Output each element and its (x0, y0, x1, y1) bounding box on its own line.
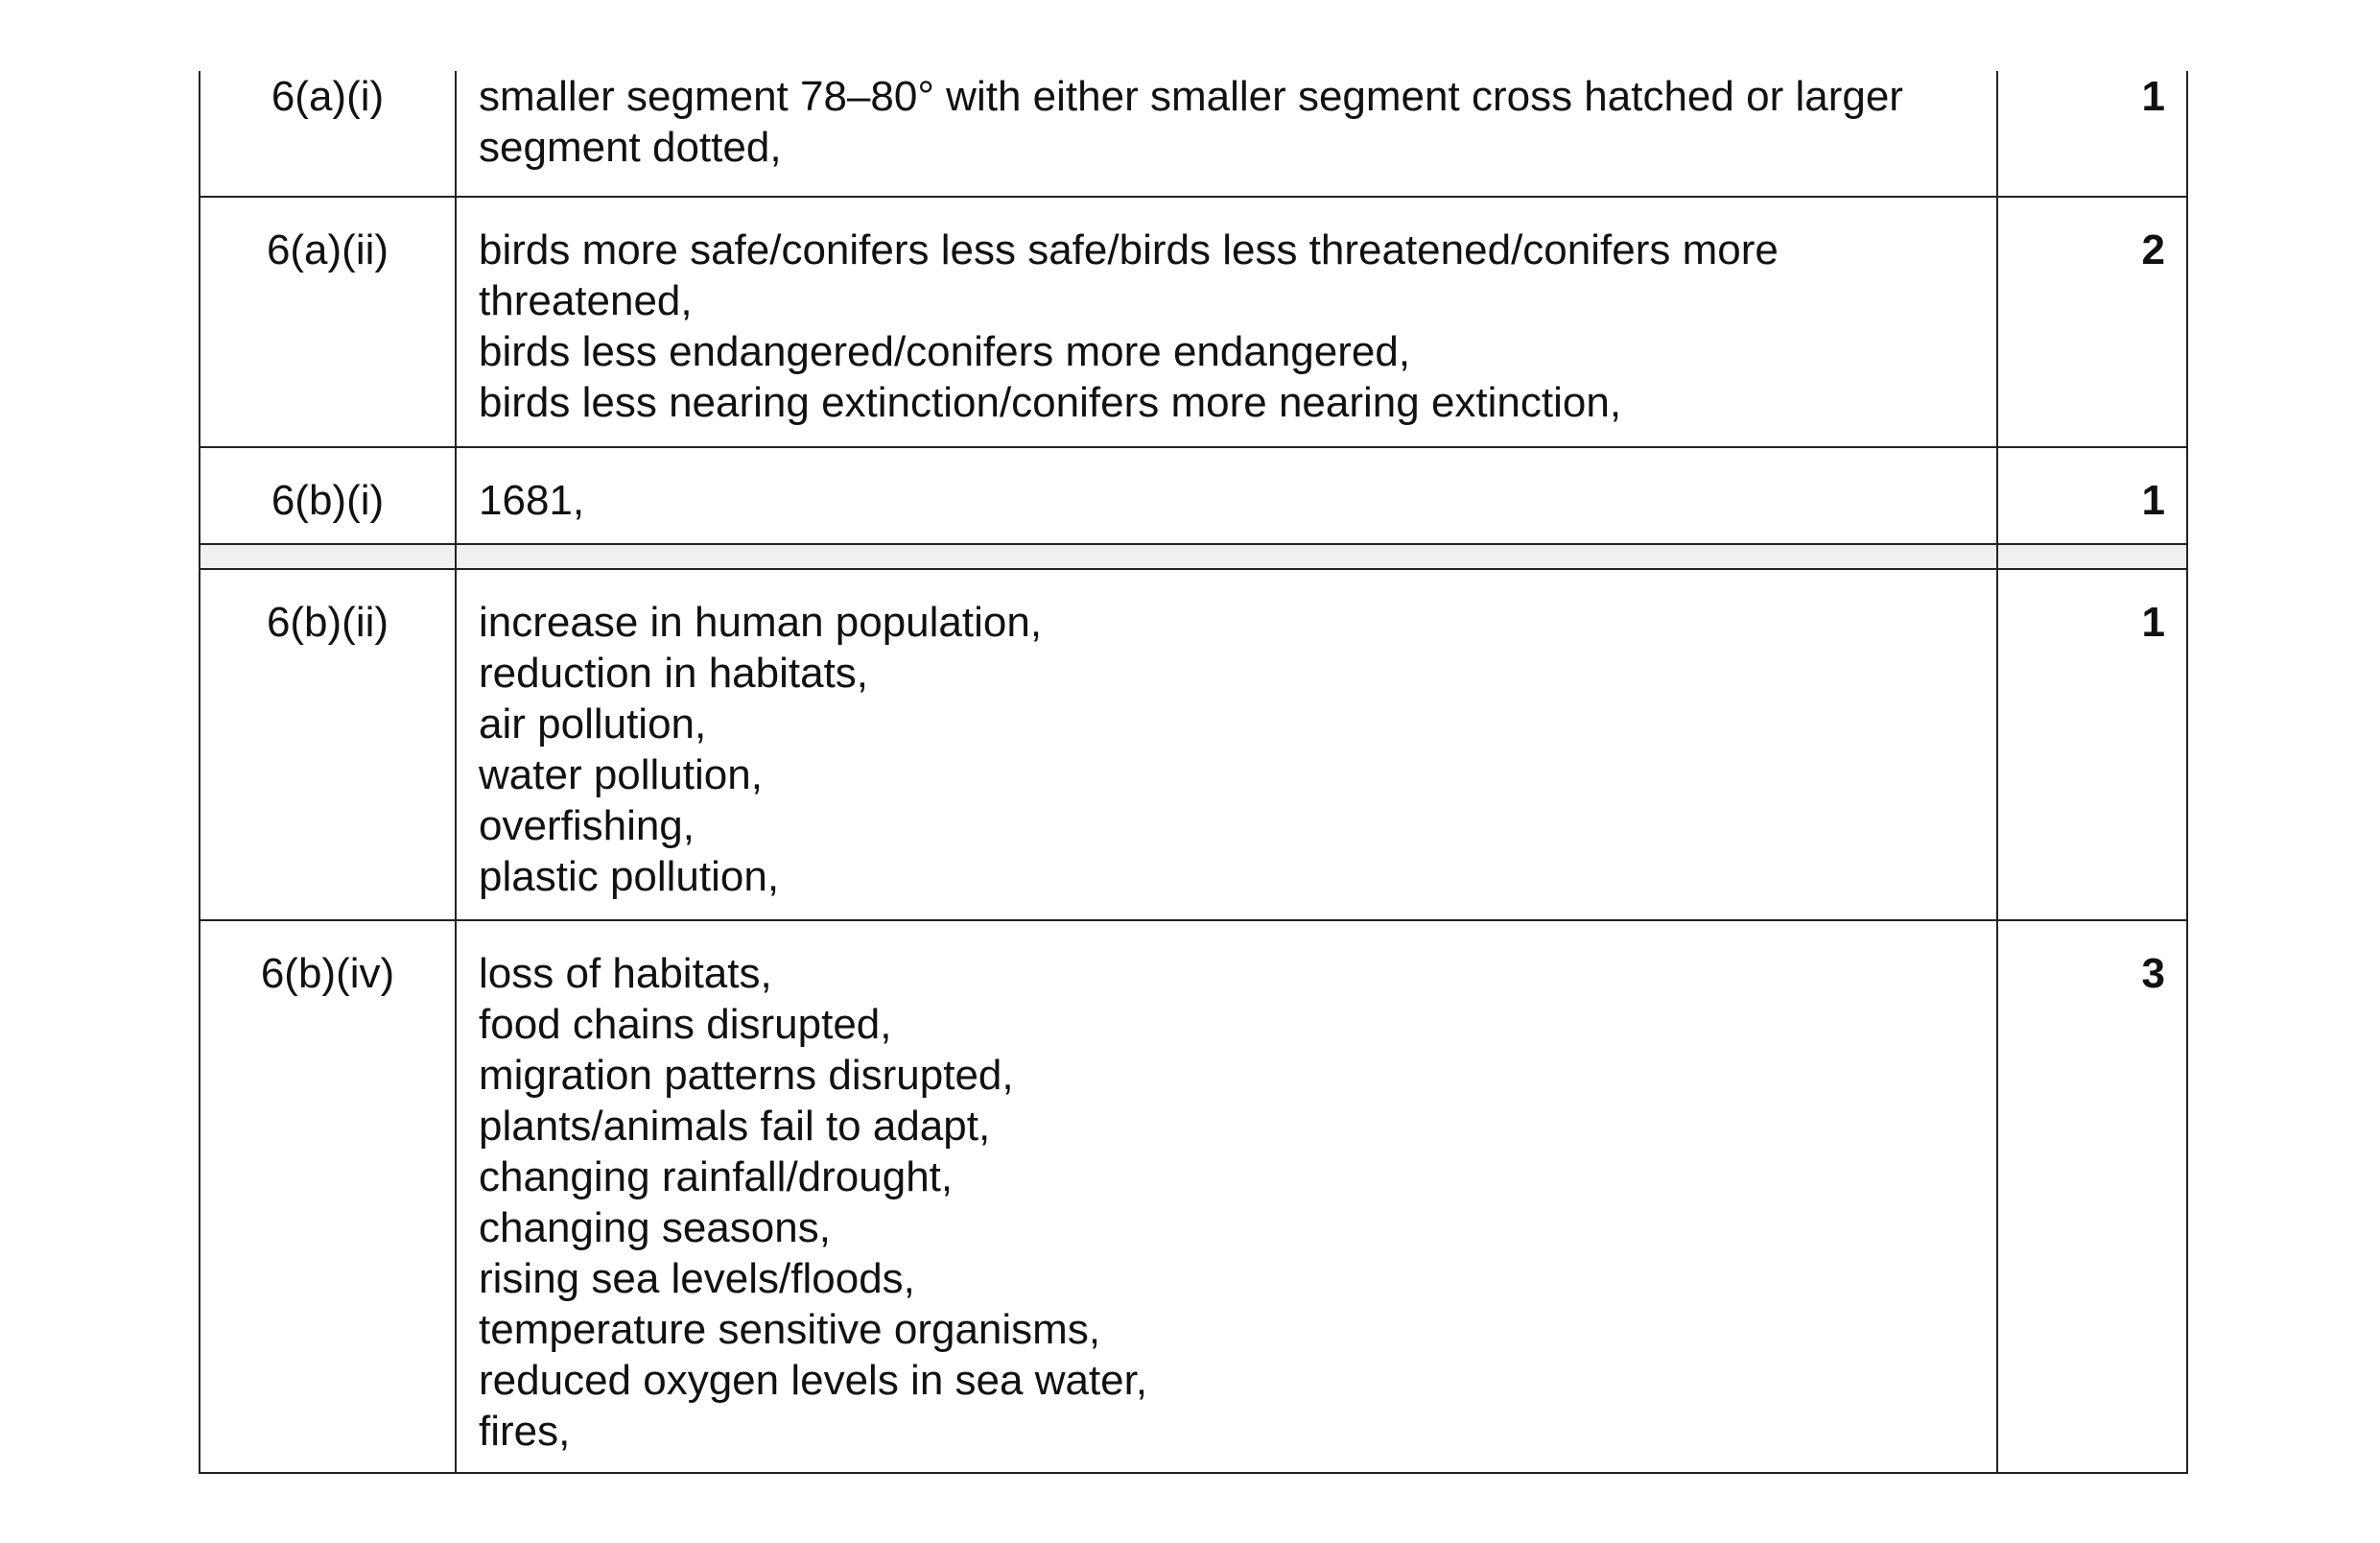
answer-line: segment dotted, (479, 124, 782, 171)
answer-line: overfishing, (479, 802, 695, 849)
question-number: 6(a)(ii) (200, 198, 457, 446)
answer-line: reduction in habitats, (479, 650, 869, 697)
answer-line: migration patterns disrupted, (479, 1052, 1014, 1099)
question-number: 6(b)(i) (200, 448, 457, 543)
answer-cell (457, 71, 1998, 196)
answer-line: loss of habitats, (479, 950, 772, 997)
answer-line: birds less nearing extinction/conifers more nearing extinction, (479, 379, 1622, 426)
spacer-cell (200, 545, 457, 568)
mark-scheme-table (199, 71, 2188, 1474)
marks-value: 1 (2141, 599, 2165, 646)
answer-line: rising sea levels/floods, (479, 1255, 915, 1302)
answer-cell (457, 570, 1998, 919)
table-row (200, 921, 2186, 1474)
question-number: 6(b)(ii) (200, 570, 457, 919)
answer-line: water pollution, (479, 751, 763, 798)
marks-value: 1 (2141, 73, 2165, 120)
answer-line: fires, (479, 1408, 571, 1455)
spacer-cell (457, 545, 1998, 568)
answer-line: threatened, (479, 277, 693, 324)
answer-line: reduced oxygen levels in sea water, (479, 1357, 1148, 1404)
question-number: 6(b)(iv) (200, 921, 457, 1472)
marks-value: 3 (2141, 950, 2165, 997)
answer-line: plants/animals fail to adapt, (479, 1103, 991, 1150)
answer-line: food chains disrupted, (479, 1001, 892, 1048)
marks-value: 1 (2141, 477, 2165, 524)
answer-line: temperature sensitive organisms, (479, 1306, 1101, 1353)
table-row (200, 71, 2186, 198)
table-row (200, 448, 2186, 545)
table-spacer-row (200, 545, 2186, 570)
answer-line: birds more safe/conifers less safe/birds less threatened/conifers more (479, 226, 1779, 273)
question-number: 6(a)(i) (200, 71, 457, 196)
answer-line: increase in human population, (479, 599, 1043, 646)
table-row (200, 198, 2186, 448)
spacer-cell (1998, 545, 2186, 568)
answer-line: changing seasons, (479, 1204, 831, 1251)
answer-line: changing rainfall/drought, (479, 1153, 954, 1200)
answer-line: smaller segment 78–80° with either smaller segment cross hatched or larger (479, 73, 1903, 120)
answer-cell (457, 198, 1998, 446)
table-row (200, 570, 2186, 921)
answer-cell (457, 921, 1998, 1472)
answer-line: plastic pollution, (479, 853, 780, 900)
answer-cell (457, 448, 1998, 543)
marks-value: 2 (2141, 226, 2165, 273)
answer-line: birds less endangered/conifers more endangered, (479, 328, 1411, 375)
answer-line: 1681, (479, 477, 585, 524)
answer-line: air pollution, (479, 700, 707, 748)
